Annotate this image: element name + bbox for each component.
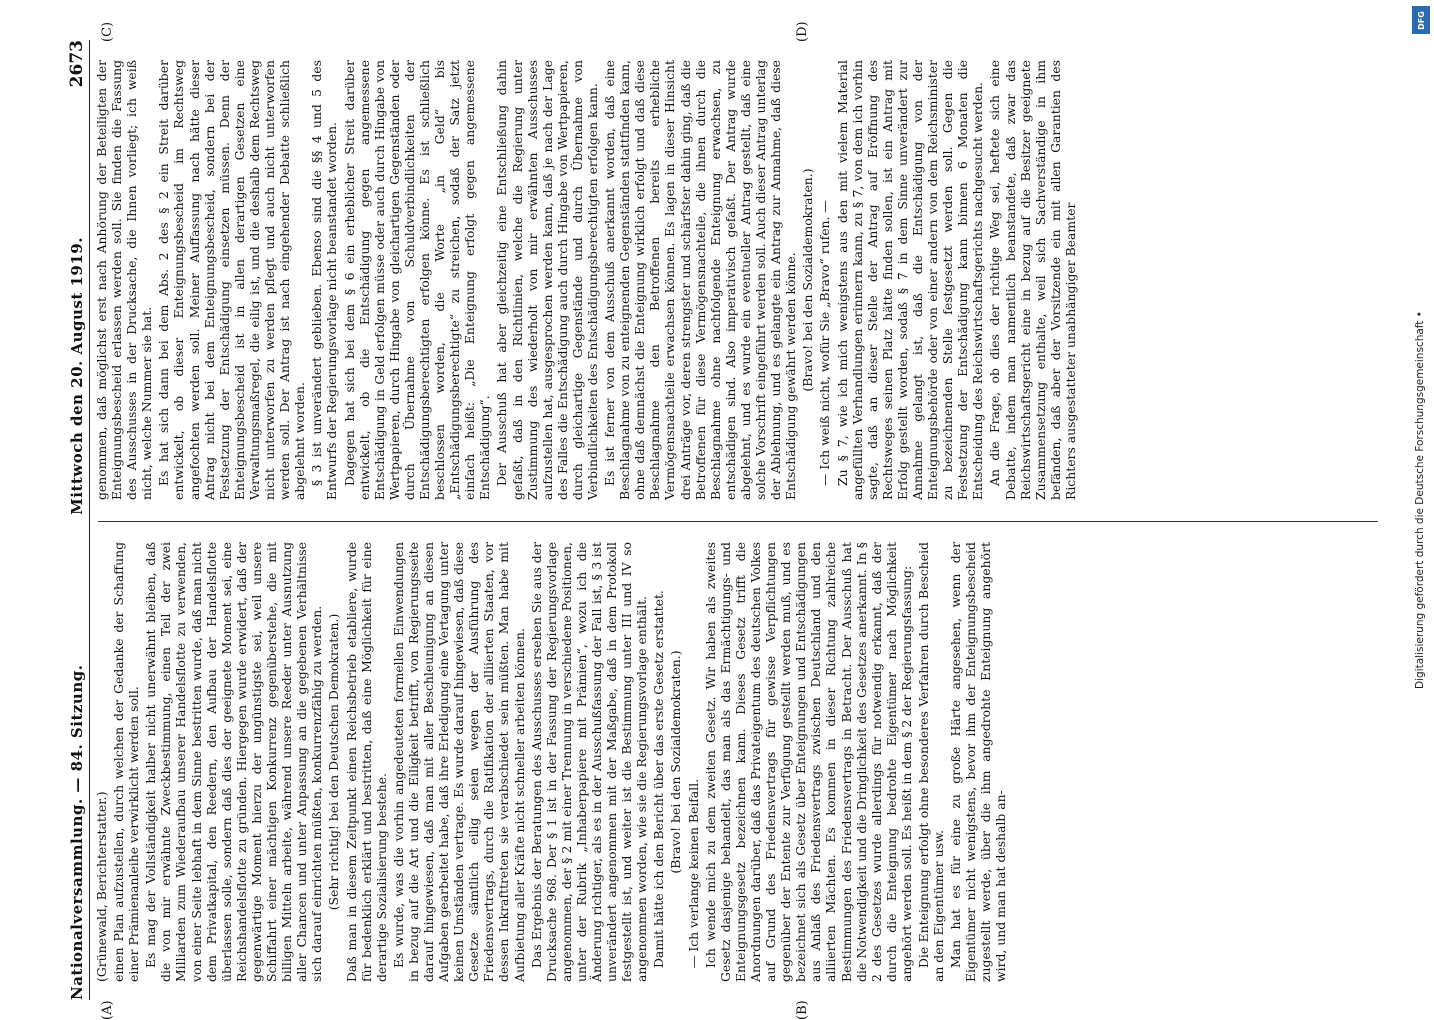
paragraph: Damit hätte ich den Bericht über das erste Gesetz erstattet. bbox=[651, 590, 667, 968]
right-column bbox=[94, 60, 1384, 500]
paragraph: Die Enteignung erfolgt ohne besonderes Verfahren durch Bescheid an den Eigentümer usw. bbox=[915, 542, 947, 982]
paragraph: Es wurde, was die vorhin angedeuteten formellen Einwendungen in bezug auf die Art und die Eiligkeit betrifft, von Regierungsseite darauf hingewiesen, daß man mit aller Beschleunigung an diesen Aufgaben gearbeitet habe, daß ihre Erledigung eine Vertagung unter keinen Umständen vertrage. Es wurde darauf hingewiesen, daß diese Gesetze sämtlich eilig seien wegen der Ausführung des Friedensvertrags, durch die Ratifikation der alliierten Staaten, vor dessen Inkrafttreten sie verabschiedet sein müßten. Man habe mit Aufbietung aller Kräfte nicht schneller arbeiten können. bbox=[390, 542, 527, 982]
paragraph: genommen, daß möglichst erst nach Anhörung der Beteiligten der Enteignungsbescheid erlassen werden soll. Sie finden die Fassung des Ausschusses in der Drucksache, die Ihnen vorliegt; ich weiß nicht, welche Nummer sie hat. bbox=[94, 60, 155, 500]
paragraph: Man hat es für eine zu große Härte angesehen, wenn der Eigentümer nicht wenigstens, bevor ihm der Enteignungsbescheid zugestellt werde, über die ihm angedrohte Enteignung angehört wird, und man hat deshalb an- bbox=[948, 542, 1009, 982]
digitization-credit bbox=[1406, 0, 1434, 1000]
paragraph: Dagegen hat sich bei dem § 6 ein erheblicher Streit darüber entwickelt, ob die Entschädigung gegen angemessene Entschädigung in Geld erfolgen müsse oder auch durch Hingabe von Wertpapieren, durch Hingabe von gleichartigen Gegenständen oder durch Übernahme von Schuldverbindlichkeiten der Entschädigungsberechtigten erfolgen könne. Es ist schließlich beschlossen worden, die Worte „in Geld“ bis „Entschädigungsberechtigte“ zu streichen, sodaß der Satz jetzt einfach heißt: „Die Enteignung erfolgt gegen angemessene Entschädigung“. bbox=[341, 60, 493, 500]
margin-marker-a: (A) bbox=[100, 1000, 115, 1020]
paragraph: Zu § 7, wie ich mich wenigstens aus den mit vielem Material angefüllten Verhandlungen erinnern kann, zu § 7, von dem ich vorhin sagte, daß an dieser Stelle der Antrag auf Eröffnung des Rechtsweges seinen Platz hätte finden sollen, ist ein Antrag mit Erfolg gestellt worden, sodaß § 7 in dem Sinne unverändert zur Annahme gelangt ist, daß die Entschädigung von der Enteignungsbehörde oder von einer andern von dem Reichsminister zu bezeichnenden Stelle festgesetzt werden soll. Gegen die Festsetzung der Entschädigung kann binnen 6 Monaten die Entscheidung des Reichswirtschaftsgerichts nachgesucht werden. bbox=[834, 60, 986, 500]
paragraph: Der Ausschuß hat aber gleichzeitig eine Entschließung dahin gefaßt, daß in den Richtlinien, welche die Regierung unter Zustimmung des wiederholt von mir erwähnten Ausschusses aufzustellen hat, ausgesprochen werden kann, daß je nach der Lage des Falles die Entschädigung auch durch Hingabe von Wertpapieren, durch gleichartige Gegenstände und durch Übernahme von Verbindlichkeiten des Entschädigungsberechtigten erfolgen kann. bbox=[494, 60, 600, 500]
paragraph: Es hat sich dann bei dem Abs. 2 des § 2 ein Streit darüber entwickelt, ob dieser Enteignungsbescheid im Rechtsweg angefochten werden soll. Meiner Auffassung nach hätte dieser Antrag nicht bei dem Enteignungsbescheid, sondern bei der Festsetzung der Entschädigung einsetzen müssen. Denn der Enteignungsbescheid ist in allen derartigen Gesetzen eine Verwaltungsmaßregel, die eilig ist, und die deshalb dem Rechtsweg nicht unterworfen zu werden pflegt und auch nicht unterworfen werden soll. Der Antrag ist nach eingehender Debatte schließlich abgelehnt worden. bbox=[156, 60, 308, 500]
left-column bbox=[94, 542, 1384, 982]
dfg-logo-text: DFG bbox=[1416, 10, 1426, 30]
paragraph: (Grünewald, Berichterstatter.) bbox=[94, 791, 109, 982]
paragraph: — Ich verlange keinen Beifall. bbox=[685, 778, 701, 968]
page-number: 2673 bbox=[66, 40, 87, 88]
paragraph: einen Plan aufzustellen, durch welchen der Gedanke der Schaffung einer Prämienanleihe verwirklicht werden soll. bbox=[111, 542, 142, 982]
scanned-page bbox=[60, 21, 1400, 1020]
paragraph: (Sehr richtig! bei den Deutschen Demokraten.) bbox=[326, 613, 342, 911]
paragraph: — Ich weiß nicht, wofür Sie „Bravo“ rufen. — bbox=[817, 200, 833, 486]
margin-marker-d: (D) bbox=[795, 21, 810, 42]
paragraph: (Bravo! bei den Sozialdemokraten.) bbox=[668, 650, 684, 874]
margin-marker-b: (B) bbox=[795, 1000, 810, 1020]
credit-text: Digitalisierung gefördert durch die Deutsche Forschungsgemeinschaft • bbox=[1414, 311, 1427, 689]
paragraph: Ich wende mich zu dem zweiten Gesetz. Wir haben als zweites Gesetz dasjenige behandelt, das man als das Ermächtigungs- und Enteignungsgesetz bezeichnen kann. Dieses Gesetz trifft die Anordnungen darüber, daß das Privateigentum des deutschen Volkes auf Grund des Friedensvertrags für gewisse Verpflichtungen gegenüber der Entente zur Verfügung gestellt werden muß, und es bezeichnet sich als Gesetz über Enteignungen und Entschädigungen aus Anlaß des Friedensvertrags zwischen Deutschland und den alliierten Mächten. Es kommen in dieser Richtung zahlreiche Bestimmungen des Friedensvertrags in Betracht. Der Ausschuß hat die Notwendigkeit und die Dringlichkeit des Gesetzes anerkannt. In § 2 des Gesetzes wurde allerdings für notwendig erkannt, daß der durch die Enteignung bedrohte Eigentümer nach Möglichkeit angehört werden soll. Es heißt in dem § 2 der Regierungsfassung: bbox=[702, 542, 914, 982]
paragraph: Es mag der Vollständigkeit halber nicht unerwähnt bleiben, daß die von mir erwähnte Zweckbestimmung, einen Teil der zwei Milliarden zum Wiederaufbau unserer Handelsflotte zu verwenden, von einer Seite lebhaft in dem Sinne bestritten wurde, daß man nicht dem Privatkapital, den Reedern, den Aufbau der Handelsflotte überlassen solle, sondern daß dies der geeignete Moment sei, eine Reichshandelsflotte zu gründen. Hiergegen wurde erwidert, daß der gegenwärtige Moment hierzu der ungünstigste sei, weil unsere Schiffahrt einer mächtigen Konkurrenz gegenüberstehe, die mit billigen Mitteln arbeite, während unsere Reeder unter Ausnutzung aller Chancen und unter Anpassung an die gegebenen Verhältnisse sich darauf einrichten müßten, konkurrenzfähig zu werden. bbox=[143, 542, 325, 982]
paragraph: Daß man in diesem Zeitpunkt einen Reichsbetrieb etabliere, wurde für bedenklich erklärt und bestritten, daß eine Möglichkeit für eine derartige Sozialisierung bestehe. bbox=[343, 542, 389, 982]
paragraph: Es ist ferner von dem Ausschuß anerkannt worden, daß eine Beschlagnahme von zu enteignenden Gegenständen stattfinden kann, ohne daß demnächst die Enteignung wirklich erfolgt und daß diese Beschlagnahme den Betroffenen bereits erhebliche Vermögensnachteile erwachsen können. Es lagen in dieser Hinsicht drei Anträge vor, deren strengster und schärfster dahin ging, daß die Betroffenen für diese Vermögensnachteile, die ihnen durch die Beschlagnahme ohne nachfolgende Enteignung erwachsen, zu entschädigen sind. Also imperativisch gefaßt. Der Antrag wurde abgelehnt, und es wurde ein eventueller Antrag gestellt, daß eine solche Vorschrift eingeführt werden soll. Auch dieser Antrag unterlag der Ablehnung, und es gelangte ein Antrag zur Annahme, daß diese Entschädigung gewährt werden könne. bbox=[602, 60, 799, 500]
paragraph: An die Frage, ob dies der richtige Weg sei, heftete sich eine Debatte, indem man namentlich beanstandete, daß zwar das Reichswirtschaftsgericht eine in bezug auf die Besitzer geeignete Zusammensetzung enthalte, weil sich Sachverständige in ihm befänden, daß aber der Vorsitzende ein mit allen Garantien des Richters ausgestatteter unabhängiger Beamter bbox=[987, 60, 1078, 500]
column-divider bbox=[98, 521, 1378, 522]
margin-marker-c: (C) bbox=[100, 21, 115, 42]
paragraph: § 3 ist unverändert geblieben. Ebenso sind die §§ 4 und 5 des Entwurfs der Regierungsvorlage nicht beanstandet worden. bbox=[309, 60, 340, 500]
header-date: Mittwoch den 20. August 1919. bbox=[67, 237, 86, 515]
paragraph: (Bravo! bei den Sozialdemokraten.) bbox=[800, 168, 816, 392]
dfg-logo bbox=[1412, 6, 1430, 34]
header-publication: Nationalversammlung. — 84. Sitzung. bbox=[67, 664, 86, 1000]
paragraph: Das Ergebnis der Beratungen des Ausschusses ersehen Sie aus der Drucksache 968. Der § 1 ist in der Fassung der Regierungsvorlage angenommen, der § 2 mit einer Trennung in verschiedene Positionen, unter der Rubrik „Inhaberpapiere mit Prämien“, wozu ich die Änderung richtiger, als es in der Ausschußfassung der Fall ist, § 3 ist unverändert angenommen mit der Maßgabe, daß in dem Protokoll festgestellt ist, und weiter ist die Bestimmung unter III und IV so angenommen worden, wie sie die Regierungsvorlage enthält. bbox=[528, 542, 650, 982]
running-head bbox=[60, 40, 90, 1000]
